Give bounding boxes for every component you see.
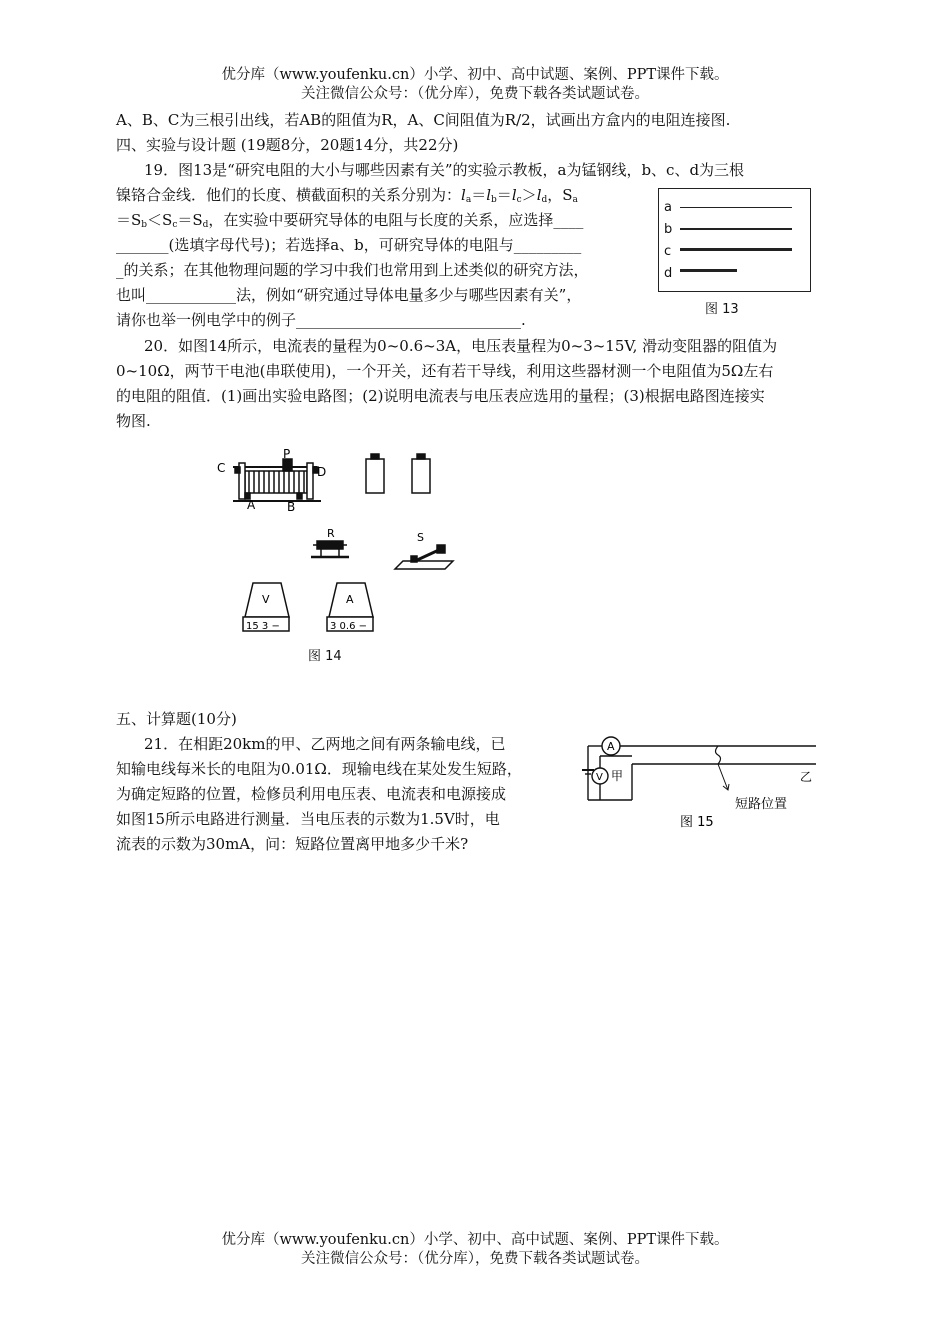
q19-line-6: 也叫____________法，例如“研究通过导体电量多少与哪些因素有关”，: [116, 286, 582, 304]
fig15-short-label: 短路位置: [735, 797, 788, 812]
rheostat-label-d: D: [317, 465, 327, 479]
rheostat-icon: [233, 459, 321, 501]
ammeter-symbol: A: [346, 593, 354, 606]
q19-line-4: _______(选填字母代号)；若选择a、b，可研究导体的电阻与_________: [116, 236, 582, 254]
fig13-wire-a: [680, 207, 792, 208]
battery-icon: [366, 454, 384, 493]
voltmeter-scale: 15 3 −: [246, 621, 280, 632]
footer-line-1: 优分库（www.youfenku.cn）小学、初中、高中试题、案例、PPT课件下载。: [221, 1232, 729, 1248]
rheostat-label-p: P: [283, 447, 291, 461]
fig13-wire-b: [680, 228, 792, 230]
q19-line-3: $=S_b<S_c=S_d$，在实验中要研究导体的电阻与长度的关系，应选择____: [116, 211, 584, 230]
q21-line-4: 如图15所示电路进行测量．当电压表的示数为1.5V时，电: [116, 810, 500, 828]
fig15-ammeter-label: A: [607, 740, 615, 753]
q21-line-1: 21．在相距20km的甲、乙两地之间有两条输电线，已: [144, 735, 506, 753]
rheostat-label-b: B: [287, 500, 296, 514]
voltmeter-symbol: V: [262, 593, 270, 606]
q20-line-2: 0~10Ω，两节干电池(串联使用)，一个开关，还有若干导线，利用这些器材测一个电阻值为5Ω左右: [116, 362, 774, 380]
resistor-icon: [311, 541, 349, 557]
footer-line-2: 关注微信公众号：（优分库），免费下载各类试题试卷。: [301, 1251, 649, 1267]
q21-line-2: 知输电线每米长的电阻为0.01Ω．现输电线在某处发生短路，: [116, 760, 522, 778]
fig13-label-d: d: [664, 266, 673, 281]
fig13-label-b: b: [664, 222, 673, 237]
fig14-caption: 图 14: [308, 649, 342, 664]
q20-line-1: 20．如图14所示，电流表的量程为0~0.6~3A，电压表量程为0~3~15V, 滑动变阻器的阻值为: [144, 337, 778, 355]
switch-icon: [395, 545, 453, 569]
header-line-1: 优分库（www.youfenku.cn）小学、初中、高中试题、案例、PPT课件下载。: [221, 67, 729, 83]
switch-label: S: [417, 531, 424, 544]
fig13-wire-c: [680, 248, 792, 251]
fig15-caption: 图 15: [680, 815, 714, 830]
fig15-voltmeter-label: V: [596, 772, 603, 783]
figure-15: [580, 728, 820, 838]
q19-line-2: 镍铬合金线．他们的长度、横截面积的关系分别为：$l_a=l_b=l_c>l_d$，$S_a$: [116, 186, 578, 205]
fig15-left-place: 甲: [611, 769, 624, 783]
resistor-label: R: [327, 527, 335, 540]
battery-icon: [412, 454, 430, 493]
section5-title: 五、计算题(10分): [116, 710, 237, 728]
fig13-label-a: a: [664, 200, 672, 215]
fig13-caption: 图 13: [705, 302, 739, 317]
figure-13: [655, 187, 815, 295]
intro-line: A、B、C为三根引出线，若AB的阻值为R，A、C间阻值为R/2，试画出方盒内的电阻连接图.: [116, 111, 731, 129]
section4-title: 四、实验与设计题 (19题8分，20题14分，共22分): [116, 136, 459, 154]
fig13-label-c: c: [664, 244, 672, 259]
rheostat-label-c: C: [217, 461, 226, 475]
ammeter-scale: 3 0.6 −: [330, 621, 368, 632]
q20-line-3: 的电阻的阻值．(1)画出实验电路图；(2)说明电流表与电压表应选用的量程；(3)根据电路图连接实: [116, 387, 765, 405]
fig13-board: [658, 188, 811, 292]
fig15-right-place: 乙: [800, 770, 813, 784]
q20-line-4: 物图.: [116, 412, 151, 430]
fig13-wire-d: [680, 269, 737, 272]
q19-line-5: _的关系；在其他物理问题的学习中我们也常用到上述类似的研究方法，: [116, 261, 589, 279]
q21-line-3: 为确定短路的位置，检修员利用电压表、电流表和电源接成: [116, 785, 507, 803]
header-line-2: 关注微信公众号：（优分库），免费下载各类试题试卷。: [301, 86, 649, 102]
q21-line-5: 流表的示数为30mA，问：短路位置离甲地多少千米?: [116, 835, 469, 853]
q19-line-7: 请你也举一例电学中的例子______________________________.: [116, 311, 526, 329]
rheostat-label-a: A: [247, 498, 256, 512]
figure-14: [205, 445, 465, 665]
q19-line-1: 19．图13是“研究电阻的大小与哪些因素有关”的实验示教板，a为锰钢线，b、c、d为三根: [144, 161, 745, 179]
